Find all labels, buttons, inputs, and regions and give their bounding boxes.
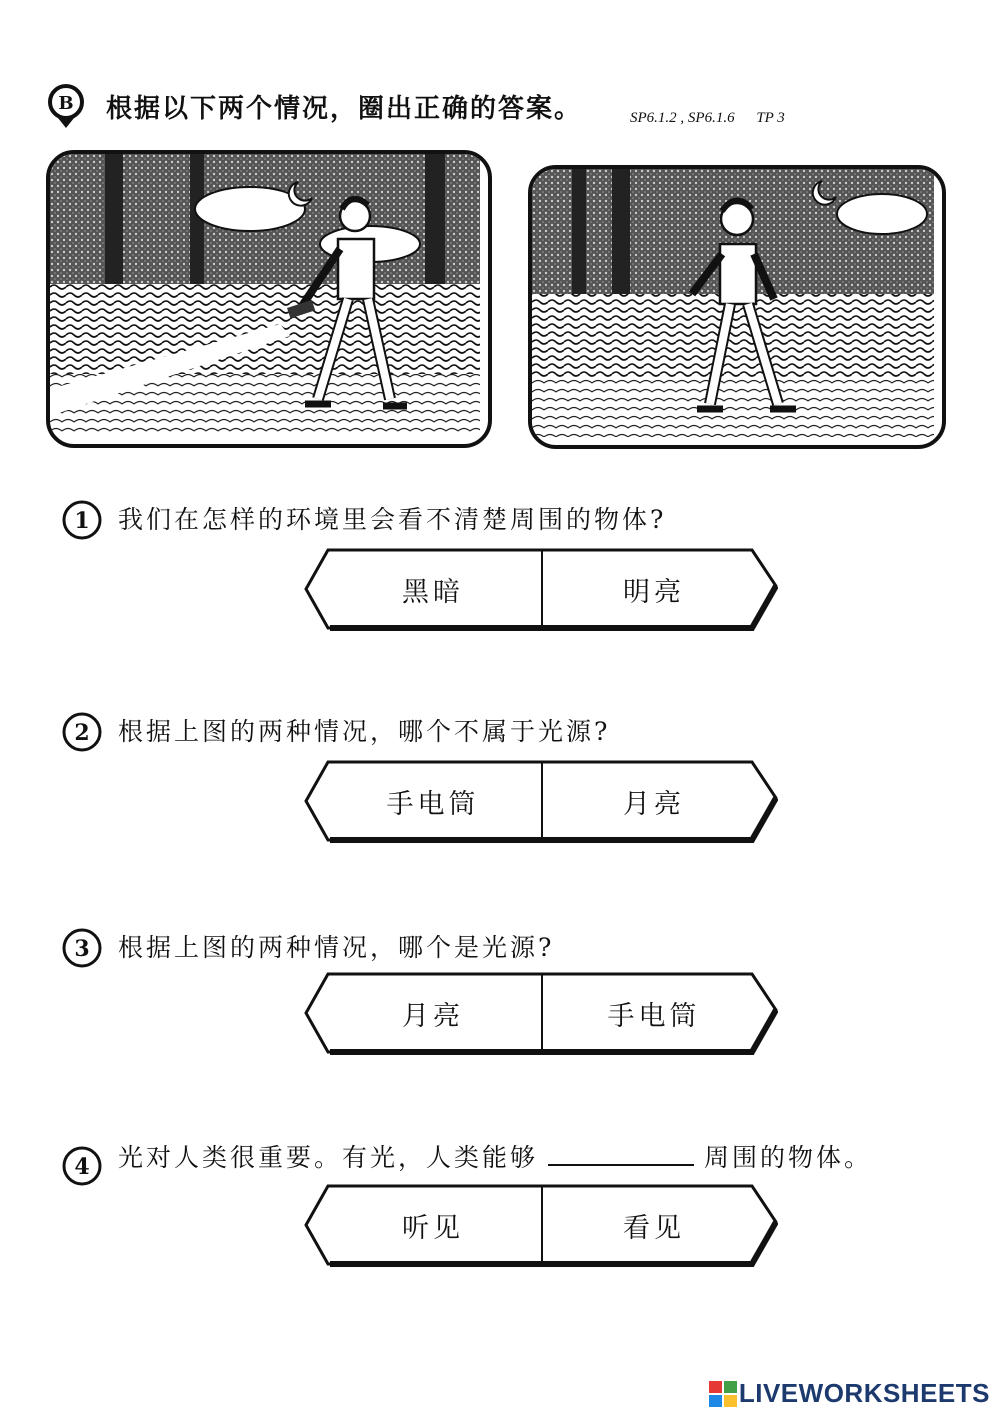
svg-text:2: 2 — [74, 720, 90, 746]
standard-codes: SP6.1.2 , SP6.1.6 — [630, 110, 735, 126]
night-flashlight-scene — [50, 154, 480, 436]
question-1-choices — [304, 546, 778, 632]
question-number-4 — [62, 1146, 102, 1186]
svg-text:3: 3 — [74, 936, 90, 962]
illustration-no-flashlight — [528, 165, 946, 449]
question-3-text: 根据上图的两种情况，哪个是光源? — [118, 933, 555, 962]
question-2-text: 根据上图的两种情况，哪个不属于光源? — [118, 717, 611, 746]
q4-option-see[interactable]: 看见 — [623, 1212, 685, 1244]
question-2-choices — [304, 758, 778, 844]
liveworksheets-icon — [709, 1381, 737, 1407]
illustration-flashlight — [46, 150, 492, 448]
location-pin-icon — [46, 84, 86, 130]
svg-text:B: B — [58, 93, 74, 114]
question-number-1 — [62, 500, 102, 540]
q4-option-hear[interactable]: 听见 — [402, 1212, 464, 1244]
night-dark-scene — [532, 169, 934, 437]
liveworksheets-logo — [709, 1378, 990, 1409]
answer-blank — [548, 1142, 694, 1166]
question-4-text — [118, 1138, 872, 1174]
question-4-text-before: 光对人类很重要。有光，人类能够 — [118, 1143, 539, 1172]
tp-level: TP 3 — [756, 110, 785, 126]
question-3-choices — [304, 970, 778, 1056]
question-number-3 — [62, 928, 102, 968]
q2-option-moon[interactable]: 月亮 — [623, 788, 685, 820]
question-4-text-after: 周围的物体。 — [704, 1143, 873, 1172]
svg-text:1: 1 — [74, 508, 90, 534]
question-number-2 — [62, 712, 102, 752]
svg-text:4: 4 — [74, 1154, 90, 1180]
q2-option-flashlight[interactable]: 手电筒 — [386, 788, 480, 820]
question-4-choices — [304, 1182, 778, 1268]
liveworksheets-brand: LIVEWORKSHEETS — [738, 1378, 990, 1408]
section-badge — [46, 84, 86, 130]
q3-option-flashlight[interactable]: 手电筒 — [607, 1000, 701, 1032]
q1-option-dark[interactable]: 黑暗 — [402, 576, 464, 608]
curriculum-codes — [630, 110, 803, 127]
question-1-text: 我们在怎样的环境里会看不清楚周围的物体? — [118, 505, 667, 534]
q3-option-moon[interactable]: 月亮 — [402, 1000, 464, 1032]
q1-option-bright[interactable]: 明亮 — [623, 576, 685, 608]
instruction-heading: 根据以下两个情况，圈出正确的答案。 — [106, 94, 583, 124]
